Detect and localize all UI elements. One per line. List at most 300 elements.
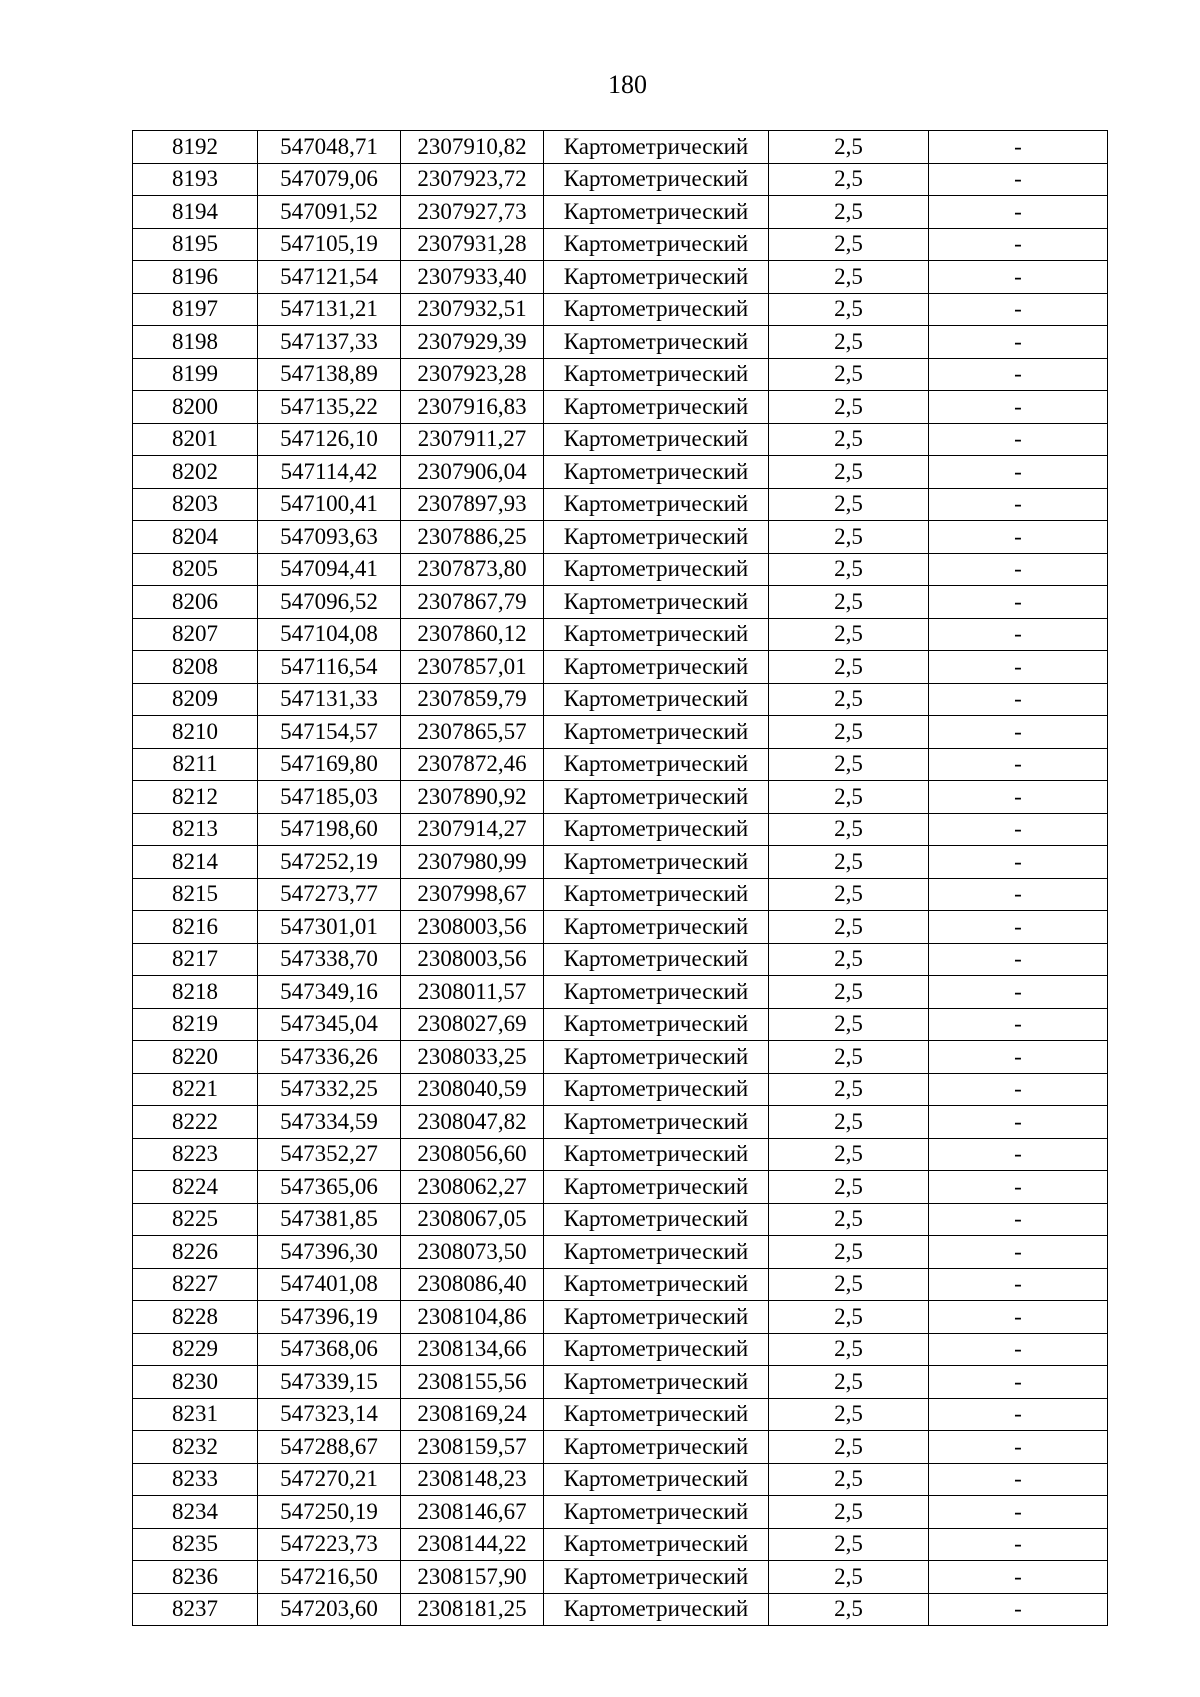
- method-cell: Картометрический: [544, 1561, 769, 1594]
- accuracy-cell: 2,5: [769, 261, 929, 294]
- y-coordinate-cell: 2308073,50: [401, 1236, 544, 1269]
- method-cell: Картометрический: [544, 293, 769, 326]
- table-row: [133, 131, 1108, 164]
- table-row: [133, 1301, 1108, 1334]
- note-cell: -: [929, 716, 1108, 749]
- x-coordinate-cell: 547100,41: [258, 488, 401, 521]
- accuracy-cell: 2,5: [769, 878, 929, 911]
- point-number-cell: 8211: [133, 748, 258, 781]
- accuracy-cell: 2,5: [769, 618, 929, 651]
- point-number-cell: 8199: [133, 358, 258, 391]
- x-coordinate-cell: 547104,08: [258, 618, 401, 651]
- note-cell: -: [929, 1106, 1108, 1139]
- accuracy-cell: 2,5: [769, 196, 929, 229]
- accuracy-cell: 2,5: [769, 1008, 929, 1041]
- point-number-cell: 8236: [133, 1561, 258, 1594]
- method-cell: Картометрический: [544, 358, 769, 391]
- method-cell: Картометрический: [544, 976, 769, 1009]
- method-cell: Картометрический: [544, 261, 769, 294]
- x-coordinate-cell: 547270,21: [258, 1463, 401, 1496]
- note-cell: -: [929, 1593, 1108, 1626]
- note-cell: -: [929, 358, 1108, 391]
- table-body: [133, 131, 1108, 1626]
- table-row: [133, 651, 1108, 684]
- table-row: [133, 976, 1108, 1009]
- point-number-cell: 8202: [133, 456, 258, 489]
- table-row: [133, 1333, 1108, 1366]
- method-cell: Картометрический: [544, 1431, 769, 1464]
- point-number-cell: 8194: [133, 196, 258, 229]
- method-cell: Картометрический: [544, 1301, 769, 1334]
- table-row: [133, 846, 1108, 879]
- x-coordinate-cell: 547154,57: [258, 716, 401, 749]
- y-coordinate-cell: 2308169,24: [401, 1398, 544, 1431]
- y-coordinate-cell: 2307860,12: [401, 618, 544, 651]
- point-number-cell: 8203: [133, 488, 258, 521]
- table-row: [133, 423, 1108, 456]
- accuracy-cell: 2,5: [769, 1268, 929, 1301]
- accuracy-cell: 2,5: [769, 1528, 929, 1561]
- method-cell: Картометрический: [544, 1398, 769, 1431]
- point-number-cell: 8220: [133, 1041, 258, 1074]
- y-coordinate-cell: 2307886,25: [401, 521, 544, 554]
- point-number-cell: 8234: [133, 1496, 258, 1529]
- y-coordinate-cell: 2307897,93: [401, 488, 544, 521]
- method-cell: Картометрический: [544, 651, 769, 684]
- point-number-cell: 8207: [133, 618, 258, 651]
- method-cell: Картометрический: [544, 163, 769, 196]
- accuracy-cell: 2,5: [769, 651, 929, 684]
- point-number-cell: 8233: [133, 1463, 258, 1496]
- point-number-cell: 8217: [133, 943, 258, 976]
- y-coordinate-cell: 2308181,25: [401, 1593, 544, 1626]
- method-cell: Картометрический: [544, 1073, 769, 1106]
- method-cell: Картометрический: [544, 878, 769, 911]
- accuracy-cell: 2,5: [769, 1431, 929, 1464]
- table-row: [133, 781, 1108, 814]
- point-number-cell: 8235: [133, 1528, 258, 1561]
- accuracy-cell: 2,5: [769, 1333, 929, 1366]
- note-cell: -: [929, 618, 1108, 651]
- x-coordinate-cell: 547273,77: [258, 878, 401, 911]
- y-coordinate-cell: 2307911,27: [401, 423, 544, 456]
- x-coordinate-cell: 547365,06: [258, 1171, 401, 1204]
- point-number-cell: 8225: [133, 1203, 258, 1236]
- method-cell: Картометрический: [544, 1496, 769, 1529]
- point-number-cell: 8237: [133, 1593, 258, 1626]
- y-coordinate-cell: 2308062,27: [401, 1171, 544, 1204]
- method-cell: Картометрический: [544, 1463, 769, 1496]
- x-coordinate-cell: 547114,42: [258, 456, 401, 489]
- point-number-cell: 8230: [133, 1366, 258, 1399]
- point-number-cell: 8229: [133, 1333, 258, 1366]
- note-cell: -: [929, 1073, 1108, 1106]
- x-coordinate-cell: 547131,33: [258, 683, 401, 716]
- point-number-cell: 8222: [133, 1106, 258, 1139]
- method-cell: Картометрический: [544, 131, 769, 164]
- table-row: [133, 1073, 1108, 1106]
- note-cell: -: [929, 781, 1108, 814]
- point-number-cell: 8208: [133, 651, 258, 684]
- x-coordinate-cell: 547131,21: [258, 293, 401, 326]
- accuracy-cell: 2,5: [769, 813, 929, 846]
- point-number-cell: 8210: [133, 716, 258, 749]
- y-coordinate-cell: 2307865,57: [401, 716, 544, 749]
- note-cell: -: [929, 553, 1108, 586]
- accuracy-cell: 2,5: [769, 976, 929, 1009]
- point-number-cell: 8201: [133, 423, 258, 456]
- method-cell: Картометрический: [544, 228, 769, 261]
- table-row: [133, 911, 1108, 944]
- point-number-cell: 8221: [133, 1073, 258, 1106]
- y-coordinate-cell: 2307923,28: [401, 358, 544, 391]
- table-row: [133, 586, 1108, 619]
- note-cell: -: [929, 943, 1108, 976]
- y-coordinate-cell: 2308086,40: [401, 1268, 544, 1301]
- note-cell: -: [929, 1366, 1108, 1399]
- table-row: [133, 553, 1108, 586]
- note-cell: -: [929, 1236, 1108, 1269]
- y-coordinate-cell: 2308047,82: [401, 1106, 544, 1139]
- y-coordinate-cell: 2308104,86: [401, 1301, 544, 1334]
- accuracy-cell: 2,5: [769, 1236, 929, 1269]
- y-coordinate-cell: 2308144,22: [401, 1528, 544, 1561]
- x-coordinate-cell: 547323,14: [258, 1398, 401, 1431]
- note-cell: -: [929, 1138, 1108, 1171]
- accuracy-cell: 2,5: [769, 391, 929, 424]
- y-coordinate-cell: 2308146,67: [401, 1496, 544, 1529]
- x-coordinate-cell: 547368,06: [258, 1333, 401, 1366]
- method-cell: Картометрический: [544, 488, 769, 521]
- point-number-cell: 8214: [133, 846, 258, 879]
- x-coordinate-cell: 547336,26: [258, 1041, 401, 1074]
- accuracy-cell: 2,5: [769, 1106, 929, 1139]
- x-coordinate-cell: 547250,19: [258, 1496, 401, 1529]
- method-cell: Картометрический: [544, 196, 769, 229]
- table-row: [133, 1138, 1108, 1171]
- table-row: [133, 618, 1108, 651]
- table-row: [133, 521, 1108, 554]
- x-coordinate-cell: 547301,01: [258, 911, 401, 944]
- x-coordinate-cell: 547169,80: [258, 748, 401, 781]
- y-coordinate-cell: 2307914,27: [401, 813, 544, 846]
- table-row: [133, 261, 1108, 294]
- accuracy-cell: 2,5: [769, 781, 929, 814]
- y-coordinate-cell: 2307927,73: [401, 196, 544, 229]
- point-number-cell: 8215: [133, 878, 258, 911]
- y-coordinate-cell: 2307890,92: [401, 781, 544, 814]
- accuracy-cell: 2,5: [769, 1398, 929, 1431]
- note-cell: -: [929, 683, 1108, 716]
- y-coordinate-cell: 2307933,40: [401, 261, 544, 294]
- y-coordinate-cell: 2308157,90: [401, 1561, 544, 1594]
- point-number-cell: 8212: [133, 781, 258, 814]
- x-coordinate-cell: 547137,33: [258, 326, 401, 359]
- method-cell: Картометрический: [544, 1333, 769, 1366]
- x-coordinate-cell: 547079,06: [258, 163, 401, 196]
- method-cell: Картометрический: [544, 1138, 769, 1171]
- point-number-cell: 8193: [133, 163, 258, 196]
- note-cell: -: [929, 1496, 1108, 1529]
- method-cell: Картометрический: [544, 1528, 769, 1561]
- note-cell: -: [929, 1463, 1108, 1496]
- x-coordinate-cell: 547185,03: [258, 781, 401, 814]
- table-row: [133, 716, 1108, 749]
- x-coordinate-cell: 547091,52: [258, 196, 401, 229]
- accuracy-cell: 2,5: [769, 1561, 929, 1594]
- note-cell: -: [929, 1301, 1108, 1334]
- note-cell: -: [929, 521, 1108, 554]
- note-cell: -: [929, 1008, 1108, 1041]
- accuracy-cell: 2,5: [769, 1496, 929, 1529]
- table-row: [133, 196, 1108, 229]
- y-coordinate-cell: 2308148,23: [401, 1463, 544, 1496]
- accuracy-cell: 2,5: [769, 683, 929, 716]
- x-coordinate-cell: 547096,52: [258, 586, 401, 619]
- table-row: [133, 1106, 1108, 1139]
- note-cell: -: [929, 261, 1108, 294]
- page-number: 180: [608, 70, 647, 99]
- x-coordinate-cell: 547349,16: [258, 976, 401, 1009]
- accuracy-cell: 2,5: [769, 1073, 929, 1106]
- accuracy-cell: 2,5: [769, 1041, 929, 1074]
- accuracy-cell: 2,5: [769, 1138, 929, 1171]
- table-row: [133, 1008, 1108, 1041]
- note-cell: -: [929, 391, 1108, 424]
- accuracy-cell: 2,5: [769, 358, 929, 391]
- note-cell: -: [929, 1171, 1108, 1204]
- note-cell: -: [929, 1333, 1108, 1366]
- table-row: [133, 163, 1108, 196]
- y-coordinate-cell: 2307859,79: [401, 683, 544, 716]
- x-coordinate-cell: 547288,67: [258, 1431, 401, 1464]
- point-number-cell: 8223: [133, 1138, 258, 1171]
- accuracy-cell: 2,5: [769, 293, 929, 326]
- y-coordinate-cell: 2308011,57: [401, 976, 544, 1009]
- x-coordinate-cell: 547223,73: [258, 1528, 401, 1561]
- note-cell: -: [929, 813, 1108, 846]
- y-coordinate-cell: 2307867,79: [401, 586, 544, 619]
- note-cell: -: [929, 456, 1108, 489]
- y-coordinate-cell: 2307931,28: [401, 228, 544, 261]
- table-row: [133, 391, 1108, 424]
- method-cell: Картометрический: [544, 1366, 769, 1399]
- note-cell: -: [929, 228, 1108, 261]
- accuracy-cell: 2,5: [769, 553, 929, 586]
- point-number-cell: 8213: [133, 813, 258, 846]
- y-coordinate-cell: 2307906,04: [401, 456, 544, 489]
- x-coordinate-cell: 547338,70: [258, 943, 401, 976]
- x-coordinate-cell: 547216,50: [258, 1561, 401, 1594]
- note-cell: -: [929, 293, 1108, 326]
- y-coordinate-cell: 2307857,01: [401, 651, 544, 684]
- point-number-cell: 8228: [133, 1301, 258, 1334]
- table-row: [133, 748, 1108, 781]
- method-cell: Картометрический: [544, 748, 769, 781]
- method-cell: Картометрический: [544, 1203, 769, 1236]
- x-coordinate-cell: 547345,04: [258, 1008, 401, 1041]
- x-coordinate-cell: 547334,59: [258, 1106, 401, 1139]
- note-cell: -: [929, 326, 1108, 359]
- x-coordinate-cell: 547396,19: [258, 1301, 401, 1334]
- accuracy-cell: 2,5: [769, 1366, 929, 1399]
- table-row: [133, 1398, 1108, 1431]
- note-cell: -: [929, 1041, 1108, 1074]
- method-cell: Картометрический: [544, 1268, 769, 1301]
- method-cell: Картометрический: [544, 1236, 769, 1269]
- x-coordinate-cell: 547094,41: [258, 553, 401, 586]
- y-coordinate-cell: 2307872,46: [401, 748, 544, 781]
- y-coordinate-cell: 2307980,99: [401, 846, 544, 879]
- accuracy-cell: 2,5: [769, 1463, 929, 1496]
- note-cell: -: [929, 878, 1108, 911]
- point-number-cell: 8198: [133, 326, 258, 359]
- y-coordinate-cell: 2307916,83: [401, 391, 544, 424]
- x-coordinate-cell: 547252,19: [258, 846, 401, 879]
- x-coordinate-cell: 547116,54: [258, 651, 401, 684]
- accuracy-cell: 2,5: [769, 326, 929, 359]
- table-row: [133, 1528, 1108, 1561]
- table-row: [133, 293, 1108, 326]
- note-cell: -: [929, 976, 1108, 1009]
- x-coordinate-cell: 547332,25: [258, 1073, 401, 1106]
- x-coordinate-cell: 547105,19: [258, 228, 401, 261]
- table-row: [133, 878, 1108, 911]
- y-coordinate-cell: 2308067,05: [401, 1203, 544, 1236]
- method-cell: Картометрический: [544, 1593, 769, 1626]
- y-coordinate-cell: 2307929,39: [401, 326, 544, 359]
- table-row: [133, 456, 1108, 489]
- point-number-cell: 8200: [133, 391, 258, 424]
- table-row: [133, 813, 1108, 846]
- y-coordinate-cell: 2308056,60: [401, 1138, 544, 1171]
- method-cell: Картометрический: [544, 618, 769, 651]
- x-coordinate-cell: 547135,22: [258, 391, 401, 424]
- note-cell: -: [929, 651, 1108, 684]
- x-coordinate-cell: 547396,30: [258, 1236, 401, 1269]
- y-coordinate-cell: 2307923,72: [401, 163, 544, 196]
- accuracy-cell: 2,5: [769, 911, 929, 944]
- point-number-cell: 8224: [133, 1171, 258, 1204]
- accuracy-cell: 2,5: [769, 228, 929, 261]
- y-coordinate-cell: 2308159,57: [401, 1431, 544, 1464]
- note-cell: -: [929, 586, 1108, 619]
- method-cell: Картометрический: [544, 1171, 769, 1204]
- table-row: [133, 943, 1108, 976]
- y-coordinate-cell: 2308003,56: [401, 943, 544, 976]
- point-number-cell: 8218: [133, 976, 258, 1009]
- x-coordinate-cell: 547401,08: [258, 1268, 401, 1301]
- note-cell: -: [929, 1398, 1108, 1431]
- table-row: [133, 683, 1108, 716]
- table-row: [133, 326, 1108, 359]
- note-cell: -: [929, 1203, 1108, 1236]
- table-row: [133, 488, 1108, 521]
- accuracy-cell: 2,5: [769, 1203, 929, 1236]
- y-coordinate-cell: 2308003,56: [401, 911, 544, 944]
- method-cell: Картометрический: [544, 586, 769, 619]
- point-number-cell: 8197: [133, 293, 258, 326]
- point-number-cell: 8219: [133, 1008, 258, 1041]
- note-cell: -: [929, 911, 1108, 944]
- accuracy-cell: 2,5: [769, 488, 929, 521]
- table-row: [133, 1431, 1108, 1464]
- x-coordinate-cell: 547339,15: [258, 1366, 401, 1399]
- point-number-cell: 8196: [133, 261, 258, 294]
- method-cell: Картометрический: [544, 846, 769, 879]
- note-cell: -: [929, 196, 1108, 229]
- method-cell: Картометрический: [544, 683, 769, 716]
- x-coordinate-cell: 547093,63: [258, 521, 401, 554]
- y-coordinate-cell: 2308040,59: [401, 1073, 544, 1106]
- point-number-cell: 8209: [133, 683, 258, 716]
- accuracy-cell: 2,5: [769, 846, 929, 879]
- point-number-cell: 8232: [133, 1431, 258, 1464]
- table-row: [133, 1203, 1108, 1236]
- coordinates-table: [132, 130, 1108, 1626]
- x-coordinate-cell: 547203,60: [258, 1593, 401, 1626]
- method-cell: Картометрический: [544, 943, 769, 976]
- note-cell: -: [929, 1561, 1108, 1594]
- x-coordinate-cell: 547121,54: [258, 261, 401, 294]
- note-cell: -: [929, 748, 1108, 781]
- table-row: [133, 1041, 1108, 1074]
- method-cell: Картометрический: [544, 456, 769, 489]
- table-row: [133, 1366, 1108, 1399]
- method-cell: Картометрический: [544, 1008, 769, 1041]
- method-cell: Картометрический: [544, 911, 769, 944]
- y-coordinate-cell: 2308155,56: [401, 1366, 544, 1399]
- note-cell: -: [929, 1268, 1108, 1301]
- accuracy-cell: 2,5: [769, 748, 929, 781]
- note-cell: -: [929, 846, 1108, 879]
- method-cell: Картометрический: [544, 781, 769, 814]
- point-number-cell: 8206: [133, 586, 258, 619]
- note-cell: -: [929, 1431, 1108, 1464]
- accuracy-cell: 2,5: [769, 423, 929, 456]
- accuracy-cell: 2,5: [769, 131, 929, 164]
- accuracy-cell: 2,5: [769, 1301, 929, 1334]
- method-cell: Картометрический: [544, 813, 769, 846]
- table-row: [133, 358, 1108, 391]
- method-cell: Картометрический: [544, 391, 769, 424]
- note-cell: -: [929, 488, 1108, 521]
- point-number-cell: 8204: [133, 521, 258, 554]
- table-row: [133, 228, 1108, 261]
- x-coordinate-cell: 547352,27: [258, 1138, 401, 1171]
- accuracy-cell: 2,5: [769, 456, 929, 489]
- x-coordinate-cell: 547048,71: [258, 131, 401, 164]
- method-cell: Картометрический: [544, 1041, 769, 1074]
- x-coordinate-cell: 547381,85: [258, 1203, 401, 1236]
- table-row: [133, 1171, 1108, 1204]
- note-cell: -: [929, 1528, 1108, 1561]
- note-cell: -: [929, 423, 1108, 456]
- method-cell: Картометрический: [544, 521, 769, 554]
- method-cell: Картометрический: [544, 423, 769, 456]
- method-cell: Картометрический: [544, 716, 769, 749]
- x-coordinate-cell: 547126,10: [258, 423, 401, 456]
- x-coordinate-cell: 547138,89: [258, 358, 401, 391]
- table-row: [133, 1463, 1108, 1496]
- table-row: [133, 1268, 1108, 1301]
- point-number-cell: 8195: [133, 228, 258, 261]
- x-coordinate-cell: 547198,60: [258, 813, 401, 846]
- method-cell: Картометрический: [544, 553, 769, 586]
- point-number-cell: 8226: [133, 1236, 258, 1269]
- table-row: [133, 1236, 1108, 1269]
- point-number-cell: 8227: [133, 1268, 258, 1301]
